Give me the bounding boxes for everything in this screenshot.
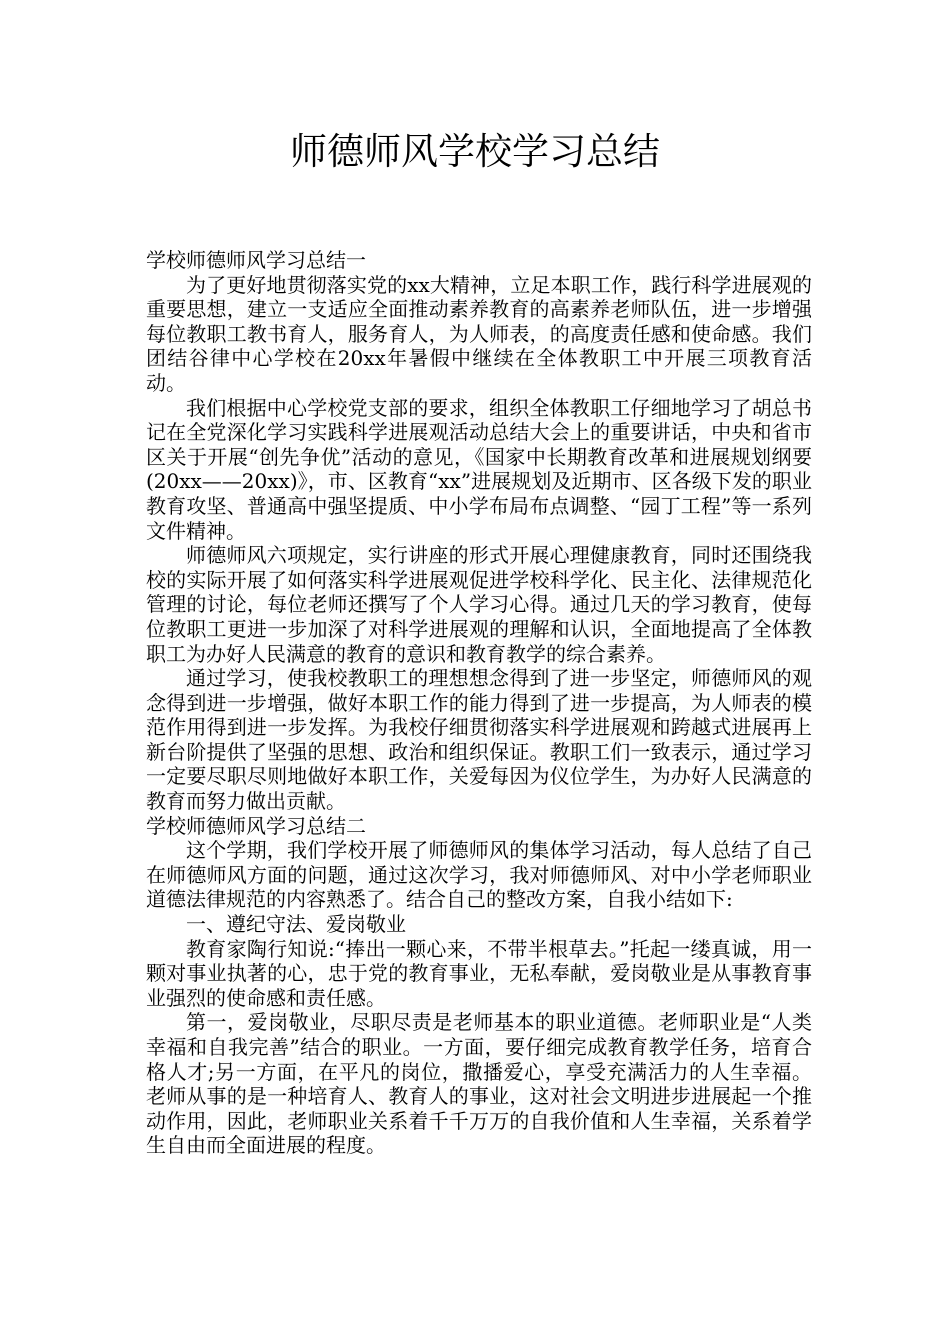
document-body [146, 248, 812, 1158]
paragraph: 通过学习，使我校教职工的理想想念得到了进一步坚定，师德师风的观念得到进一步增强，做好本职工作的能力得到了进一步提高，为人师表的模范作用得到进一步发挥。为我校仔细贯彻落实科学进展观和跨越式进展再上新台阶提供了坚强的思想、政治和组织保证。教职工们一致表示，通过学习一定要尽职尽则地做好本职工作，关爱每因为仪位学生，为办好人民满意的教育而努力做出贡献。 [146, 666, 812, 814]
subheading: 一、遵纪守法、爱岗敬业 [186, 912, 406, 937]
paragraph: 我们根据中心学校党支部的要求，组织全体教职工仔细地学习了胡总书记在全党深化学习实践科学进展观活动总结大会上的重要讲话，中央和省市区关于开展“创先争优”活动的意见，《国家中长期教育改革和进展规划纲要(20xx——20xx)》，市、区教育“xx”进展规划及近期市、区各级下发的职业教育攻坚、普通高中强坚提质、中小学布局布点调整、“园丁工程”等一系列文件精神。 [146, 395, 812, 543]
paragraph: 教育家陶行知说:“捧出一颗心来，不带半根草去。”托起一缕真诚，用一颗对事业执著的心，忠于党的教育事业，无私奉献，爱岗敬业是从事教育事业强烈的使命感和责任感。 [146, 936, 812, 1010]
section-heading: 学校师德师风学习总结二 [146, 813, 366, 838]
paragraph: 为了更好地贯彻落实党的xx大精神，立足本职工作，践行科学进展观的重要思想，建立一支适应全面推动素养教育的高素养老师队伍，进一步增强每位教职工教书育人，服务育人，为人师表，的高度责任感和使命感。我们团结谷律中心学校在20xx年暑假中继续在全体教职工中开展三项教育活动。 [146, 272, 812, 395]
section-heading: 学校师德师风学习总结一 [146, 248, 366, 272]
paragraph: 这个学期，我们学校开展了师德师风的集体学习活动，每人总结了自己在师德师风方面的问题，通过这次学习，我对师德师风、对中小学老师职业道德法律规范的内容熟悉了。结合自己的整改方案，自我小结如下: [146, 838, 812, 912]
document-title: 师德师风学校学习总结 [290, 130, 660, 173]
paragraph: 师德师风六项规定，实行讲座的形式开展心理健康教育，同时还围绕我校的实际开展了如何落实科学进展观促进学校科学化、民主化、法律规范化管理的讨论，每位老师还撰写了个人学习心得。通过几天的学习教育，使每位教职工更进一步加深了对科学进展观的理解和认识，全面地提高了全体教职工为办好人民满意的教育的意识和教育教学的综合素养。 [146, 543, 812, 666]
paragraph: 第一，爱岗敬业，尽职尽责是老师基本的职业道德。老师职业是“人类幸福和自我完善”结合的职业。一方面，要仔细完成教育教学任务，培育合格人才;另一方面，在平凡的岗位，撒播爱心，享受充满活力的人生幸福。老师从事的是一种培育人、教育人的事业，这对社会文明进步进展起一个推动作用，因此，老师职业关系着千千万万的自我价值和人生幸福，关系着学生自由而全面进展的程度。 [146, 1010, 812, 1158]
